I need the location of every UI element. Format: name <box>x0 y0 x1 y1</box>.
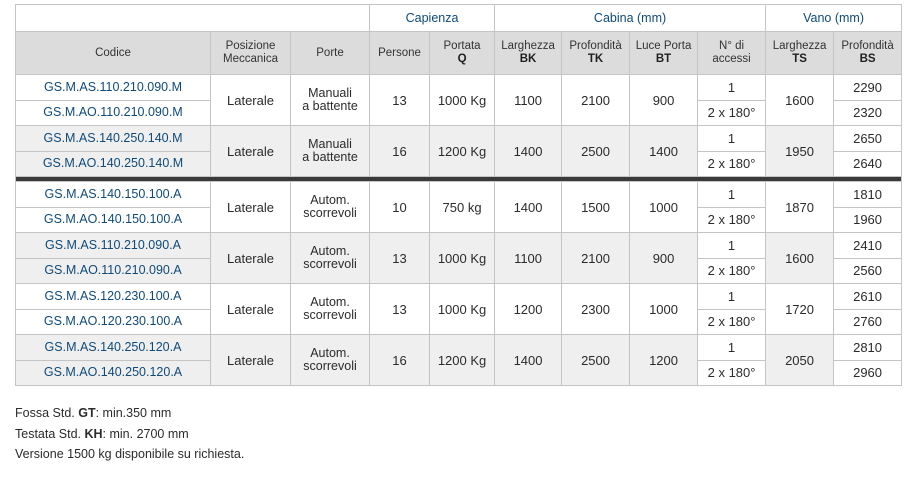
note-fossa <box>15 403 244 424</box>
note-testata-value: : min. 2700 mm <box>102 426 189 441</box>
col-codice <box>16 32 211 75</box>
table-body <box>16 75 902 386</box>
col-profondita-label: Profondità <box>569 40 622 52</box>
cabina-larghezza: 1200 <box>495 284 562 335</box>
porte-line2: scorrevoli <box>303 257 357 271</box>
col-profondita <box>562 32 630 75</box>
portata: 1000 Kg <box>430 284 495 335</box>
col-vano-larghezza-symbol: TS <box>792 53 807 65</box>
porte-line1: Autom. <box>310 346 350 360</box>
porte <box>291 335 370 386</box>
cabina-larghezza: 1100 <box>495 233 562 284</box>
vano-larghezza: 2050 <box>766 335 834 386</box>
portata: 750 kg <box>430 182 495 233</box>
note-testata-prefix: Testata Std. <box>15 426 85 441</box>
porte <box>291 233 370 284</box>
accessi: 1 <box>698 182 766 208</box>
cabina-larghezza: 1100 <box>495 75 562 126</box>
col-vano-larghezza-label: Larghezza <box>772 40 827 52</box>
cabina-larghezza: 1400 <box>495 182 562 233</box>
note-fossa-value: : min.350 mm <box>95 406 172 420</box>
vano-profondita: 2760 <box>834 309 902 335</box>
group-blank <box>16 5 370 32</box>
luce-porta: 1400 <box>630 126 698 177</box>
col-porte <box>291 32 370 75</box>
group-capienza: Capienza <box>370 5 495 32</box>
model-code: GS.M.AS.140.150.100.A <box>16 182 211 208</box>
vano-profondita: 2610 <box>834 284 902 310</box>
col-vano-larghezza <box>766 32 834 75</box>
porte-line1: Manuali <box>308 137 352 151</box>
col-accessi-line1: N° di <box>719 40 745 52</box>
luce-porta: 1200 <box>630 335 698 386</box>
model-code: GS.M.AO.140.250.120.A <box>16 360 211 386</box>
accessi: 1 <box>698 335 766 361</box>
vano-profondita: 2960 <box>834 360 902 386</box>
vano-profondita: 2650 <box>834 126 902 152</box>
col-luce-porta <box>630 32 698 75</box>
table-row <box>16 284 902 310</box>
note-testata <box>15 424 244 445</box>
accessi: 2 x 180° <box>698 207 766 233</box>
porte-line2: a battente <box>302 99 358 113</box>
col-vano-profondita <box>834 32 902 75</box>
col-porte-label: Porte <box>316 46 344 59</box>
persone: 16 <box>370 335 430 386</box>
posizione-meccanica: Laterale <box>211 335 291 386</box>
model-code: GS.M.AO.120.230.100.A <box>16 309 211 335</box>
table-row <box>16 75 902 101</box>
luce-porta: 900 <box>630 233 698 284</box>
portata: 1200 Kg <box>430 126 495 177</box>
vano-profondita: 2810 <box>834 335 902 361</box>
persone: 13 <box>370 75 430 126</box>
persone: 13 <box>370 284 430 335</box>
vano-profondita: 2560 <box>834 258 902 284</box>
accessi: 2 x 180° <box>698 360 766 386</box>
col-luce-label: Luce Porta <box>635 40 692 52</box>
column-header-row <box>16 32 902 75</box>
cabina-profondita: 1500 <box>562 182 630 233</box>
col-profondita-symbol: TK <box>587 53 604 65</box>
cabina-profondita: 2500 <box>562 126 630 177</box>
col-vano-profondita-symbol: BS <box>859 53 876 65</box>
note-fossa-prefix: Fossa Std. <box>15 406 79 420</box>
luce-porta: 1000 <box>630 284 698 335</box>
cabina-larghezza: 1400 <box>495 126 562 177</box>
porte <box>291 75 370 126</box>
cabina-larghezza: 1400 <box>495 335 562 386</box>
col-portata-symbol: Q <box>457 53 467 65</box>
persone: 13 <box>370 233 430 284</box>
col-posizione <box>211 32 291 75</box>
model-code: GS.M.AS.110.210.090.M <box>16 75 211 101</box>
col-portata-label: Portata <box>443 40 481 52</box>
col-codice-label: Codice <box>95 46 131 59</box>
vano-larghezza: 1720 <box>766 284 834 335</box>
portata: 1200 Kg <box>430 335 495 386</box>
model-code: GS.M.AO.110.210.090.M <box>16 100 211 126</box>
model-code: GS.M.AO.110.210.090.A <box>16 258 211 284</box>
porte <box>291 182 370 233</box>
table-row <box>16 182 902 208</box>
luce-porta: 1000 <box>630 182 698 233</box>
accessi: 1 <box>698 233 766 259</box>
cabina-profondita: 2100 <box>562 75 630 126</box>
posizione-meccanica: Laterale <box>211 126 291 177</box>
model-code: GS.M.AS.110.210.090.A <box>16 233 211 259</box>
vano-profondita: 2410 <box>834 233 902 259</box>
accessi: 1 <box>698 126 766 152</box>
col-larghezza <box>495 32 562 75</box>
model-code: GS.M.AS.120.230.100.A <box>16 284 211 310</box>
porte-line2: scorrevoli <box>303 359 357 373</box>
accessi: 2 x 180° <box>698 309 766 335</box>
posizione-meccanica: Laterale <box>211 233 291 284</box>
vano-profondita: 2640 <box>834 151 902 177</box>
col-persone <box>370 32 430 75</box>
col-posizione-line1: Posizione <box>225 40 276 52</box>
porte-line1: Manuali <box>308 86 352 100</box>
porte-line2: scorrevoli <box>303 308 357 322</box>
cabina-profondita: 2100 <box>562 233 630 284</box>
persone: 10 <box>370 182 430 233</box>
portata: 1000 Kg <box>430 75 495 126</box>
col-accessi-line2: accessi <box>712 53 751 65</box>
porte-line2: scorrevoli <box>303 206 357 220</box>
vano-larghezza: 1950 <box>766 126 834 177</box>
persone: 16 <box>370 126 430 177</box>
accessi: 1 <box>698 75 766 101</box>
portata: 1000 Kg <box>430 233 495 284</box>
vano-profondita: 2320 <box>834 100 902 126</box>
vano-larghezza: 1600 <box>766 233 834 284</box>
table-row <box>16 335 902 361</box>
vano-profondita: 2290 <box>834 75 902 101</box>
cabina-profondita: 2500 <box>562 335 630 386</box>
posizione-meccanica: Laterale <box>211 284 291 335</box>
porte-line1: Autom. <box>310 244 350 258</box>
accessi: 2 x 180° <box>698 151 766 177</box>
model-code: GS.M.AS.140.250.120.A <box>16 335 211 361</box>
notes <box>15 403 244 465</box>
cabina-profondita: 2300 <box>562 284 630 335</box>
note-testata-key: KH <box>84 426 103 441</box>
col-luce-symbol: BT <box>655 53 672 65</box>
vano-profondita: 1810 <box>834 182 902 208</box>
model-code: GS.M.AS.140.250.140.M <box>16 126 211 152</box>
group-vano: Vano (mm) <box>766 5 902 32</box>
col-accessi <box>698 32 766 75</box>
col-persone-label: Persone <box>378 46 421 59</box>
col-portata <box>430 32 495 75</box>
luce-porta: 900 <box>630 75 698 126</box>
vano-larghezza: 1600 <box>766 75 834 126</box>
vano-profondita: 1960 <box>834 207 902 233</box>
model-code: GS.M.AO.140.150.100.A <box>16 207 211 233</box>
posizione-meccanica: Laterale <box>211 75 291 126</box>
group-header-row <box>16 5 902 32</box>
model-code: GS.M.AO.140.250.140.M <box>16 151 211 177</box>
vano-larghezza: 1870 <box>766 182 834 233</box>
col-larghezza-symbol: BK <box>519 53 537 65</box>
porte <box>291 284 370 335</box>
posizione-meccanica: Laterale <box>211 182 291 233</box>
note-fossa-key: GT <box>78 406 96 420</box>
group-cabina: Cabina (mm) <box>495 5 766 32</box>
accessi: 2 x 180° <box>698 258 766 284</box>
spec-table <box>15 4 902 386</box>
porte <box>291 126 370 177</box>
accessi: 1 <box>698 284 766 310</box>
porte-line1: Autom. <box>310 295 350 309</box>
accessi: 2 x 180° <box>698 100 766 126</box>
col-vano-profondita-label: Profondità <box>841 40 894 52</box>
table-row <box>16 126 902 152</box>
col-posizione-line2: Meccanica <box>223 53 278 65</box>
note-versione: Versione 1500 kg disponibile su richiesta. <box>15 447 245 461</box>
porte-line2: a battente <box>302 150 358 164</box>
porte-line1: Autom. <box>310 193 350 207</box>
col-larghezza-label: Larghezza <box>501 40 555 52</box>
table-row <box>16 233 902 259</box>
